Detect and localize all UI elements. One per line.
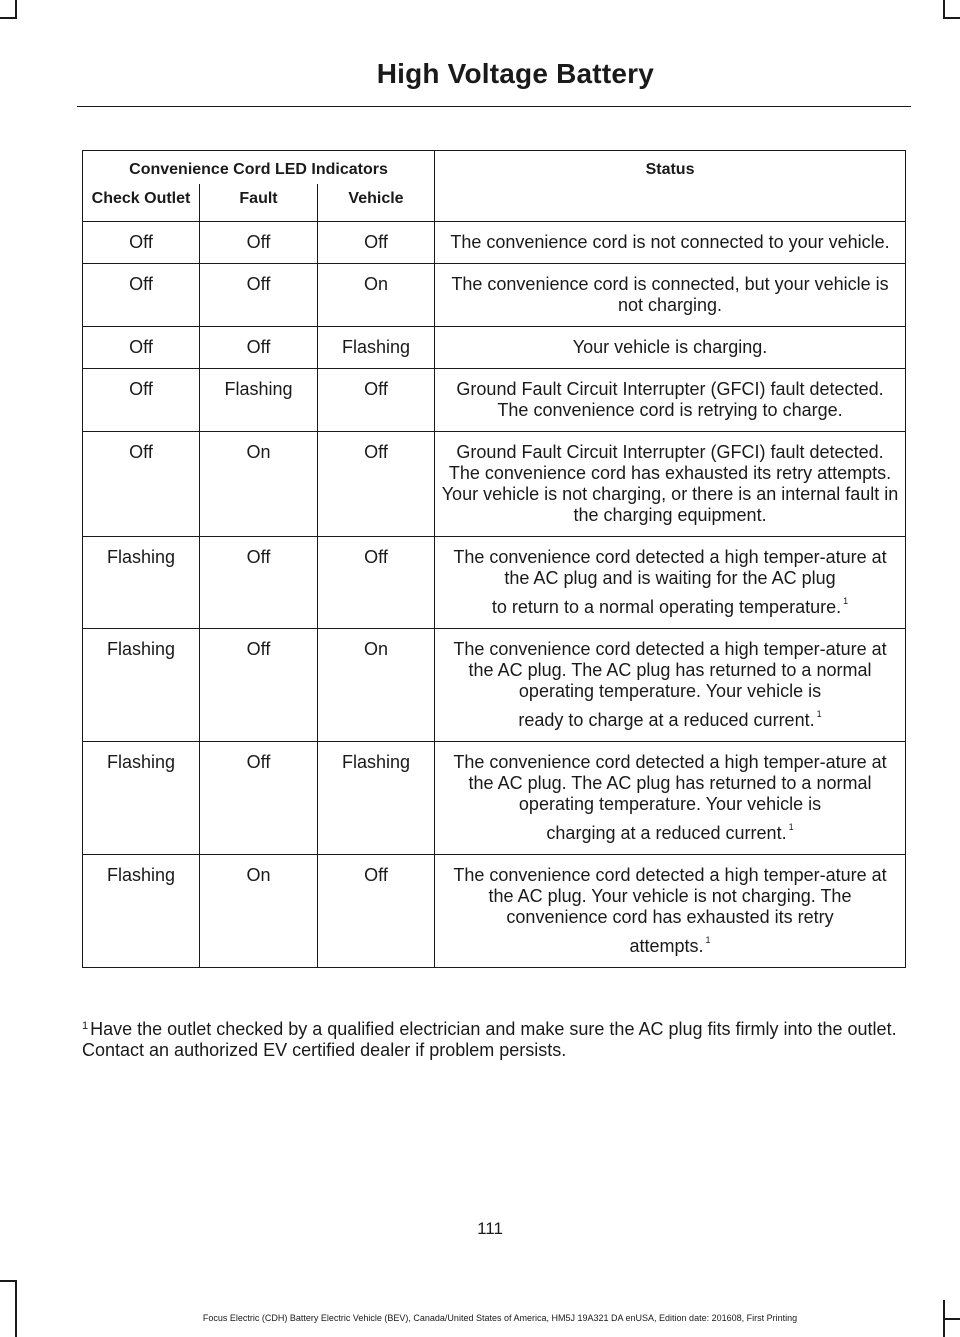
check-outlet-cell: Off <box>83 432 200 537</box>
vehicle-cell: Off <box>318 432 435 537</box>
fault-cell: Off <box>200 742 318 855</box>
vehicle-cell: On <box>318 264 435 327</box>
status-cell <box>435 222 906 264</box>
crop-mark-bottom-left <box>15 1280 17 1337</box>
fault-cell: Off <box>200 537 318 629</box>
led-indicator-table <box>82 150 906 968</box>
status-cell <box>435 537 906 629</box>
status-text: The convenience cord is not connected to your vehicle. <box>450 232 890 252</box>
status-cell <box>435 369 906 432</box>
vehicle-cell: Off <box>318 537 435 629</box>
status-cell <box>435 855 906 968</box>
check-outlet-cell: Off <box>83 327 200 369</box>
vehicle-cell: On <box>318 629 435 742</box>
table-row <box>83 432 906 537</box>
table-row <box>83 537 906 629</box>
status-cell <box>435 629 906 742</box>
status-cell <box>435 432 906 537</box>
status-text: The convenience cord detected a high temper-ature at the AC plug. The AC plug has returned to a normal operating temperature. Your vehicle is <box>453 752 887 814</box>
check-outlet-cell: Off <box>83 369 200 432</box>
vehicle-cell: Flashing <box>318 742 435 855</box>
fault-cell: Off <box>200 222 318 264</box>
crop-mark-top-right <box>943 17 960 19</box>
status-text: attempts. $^1$ <box>629 935 711 956</box>
footnote-ref: 1 <box>705 935 711 945</box>
check-outlet-header: Check Outlet <box>83 184 200 222</box>
document-footer: Focus Electric (CDH) Battery Electric Vehicle (BEV), Canada/United States of America, HM5J 19A321 DA enUSA, Edition date: 201608, First Printing <box>202 1313 798 1323</box>
status-text: The convenience cord is connected, but your vehicle is not charging. <box>451 274 889 315</box>
page-number: 111 <box>477 1219 503 1238</box>
led-indicators-header: Convenience Cord LED Indicators <box>83 151 435 185</box>
check-outlet-cell: Off <box>83 222 200 264</box>
check-outlet-cell: Flashing <box>83 629 200 742</box>
fault-cell: On <box>200 432 318 537</box>
table-row <box>83 222 906 264</box>
vehicle-cell: Flashing <box>318 327 435 369</box>
crop-mark-bottom-left <box>0 1280 17 1282</box>
fault-cell: On <box>200 855 318 968</box>
status-text: The convenience cord detected a high temper-ature at the AC plug. The AC plug has returned to a normal operating temperature. Your vehicle is <box>453 639 887 701</box>
status-cell <box>435 327 906 369</box>
status-text: to return to a normal operating temperature. $^1$ <box>491 596 849 617</box>
fault-cell: Off <box>200 264 318 327</box>
status-cell <box>435 742 906 855</box>
check-outlet-cell: Off <box>83 264 200 327</box>
fault-cell: Off <box>200 629 318 742</box>
table-row <box>83 327 906 369</box>
fault-cell: Off <box>200 327 318 369</box>
vehicle-cell: Off <box>318 222 435 264</box>
check-outlet-cell: Flashing <box>83 742 200 855</box>
crop-mark-top-left <box>0 17 17 19</box>
footnote-ref: 1 <box>788 822 794 832</box>
table-row <box>83 369 906 432</box>
status-cell <box>435 264 906 327</box>
table-row <box>83 264 906 327</box>
footnote-ref: 1 <box>816 709 822 719</box>
status-text: Your vehicle is charging. <box>572 337 768 357</box>
status-text: Ground Fault Circuit Interrupter (GFCI) fault detected. <box>456 379 884 399</box>
table-row <box>83 629 906 742</box>
status-text: The convenience cord detected a high temper-ature at the AC plug. Your vehicle is not charging. The convenience cord has exhausted its retry <box>453 865 887 927</box>
fault-cell: Flashing <box>200 369 318 432</box>
title-divider <box>77 106 911 107</box>
footnote-text: Have the outlet checked by a qualified electrician and make sure the AC plug fits firmly into the outlet. Contact an authorized EV certified dealer if problem persists. <box>82 1019 897 1060</box>
table-footnote <box>82 1019 912 1061</box>
status-text: The convenience cord detected a high temper-ature at the AC plug and is waiting for the AC plug <box>453 547 887 588</box>
status-text: ready to charge at a reduced current. $^1$ <box>518 709 822 730</box>
check-outlet-cell: Flashing <box>83 855 200 968</box>
status-header: Status <box>435 151 906 222</box>
fault-header: Fault <box>200 184 318 222</box>
table-row <box>83 855 906 968</box>
footnote-marker: 1 <box>82 1020 89 1032</box>
page-title: High Voltage Battery <box>376 58 654 89</box>
footnote-ref: 1 <box>843 596 849 606</box>
check-outlet-cell: Flashing <box>83 537 200 629</box>
table-row <box>83 742 906 855</box>
vehicle-cell: Off <box>318 369 435 432</box>
status-text: The convenience cord has exhausted its retry attempts. Your vehicle is not charging, or there is an internal fault in the charging equipment. <box>441 463 899 525</box>
status-text: Ground Fault Circuit Interrupter (GFCI) fault detected. <box>456 442 884 462</box>
status-text: charging at a reduced current. $^1$ <box>546 822 794 843</box>
status-text: The convenience cord is retrying to charge. <box>497 400 843 420</box>
vehicle-header: Vehicle <box>318 184 435 222</box>
vehicle-cell: Off <box>318 855 435 968</box>
